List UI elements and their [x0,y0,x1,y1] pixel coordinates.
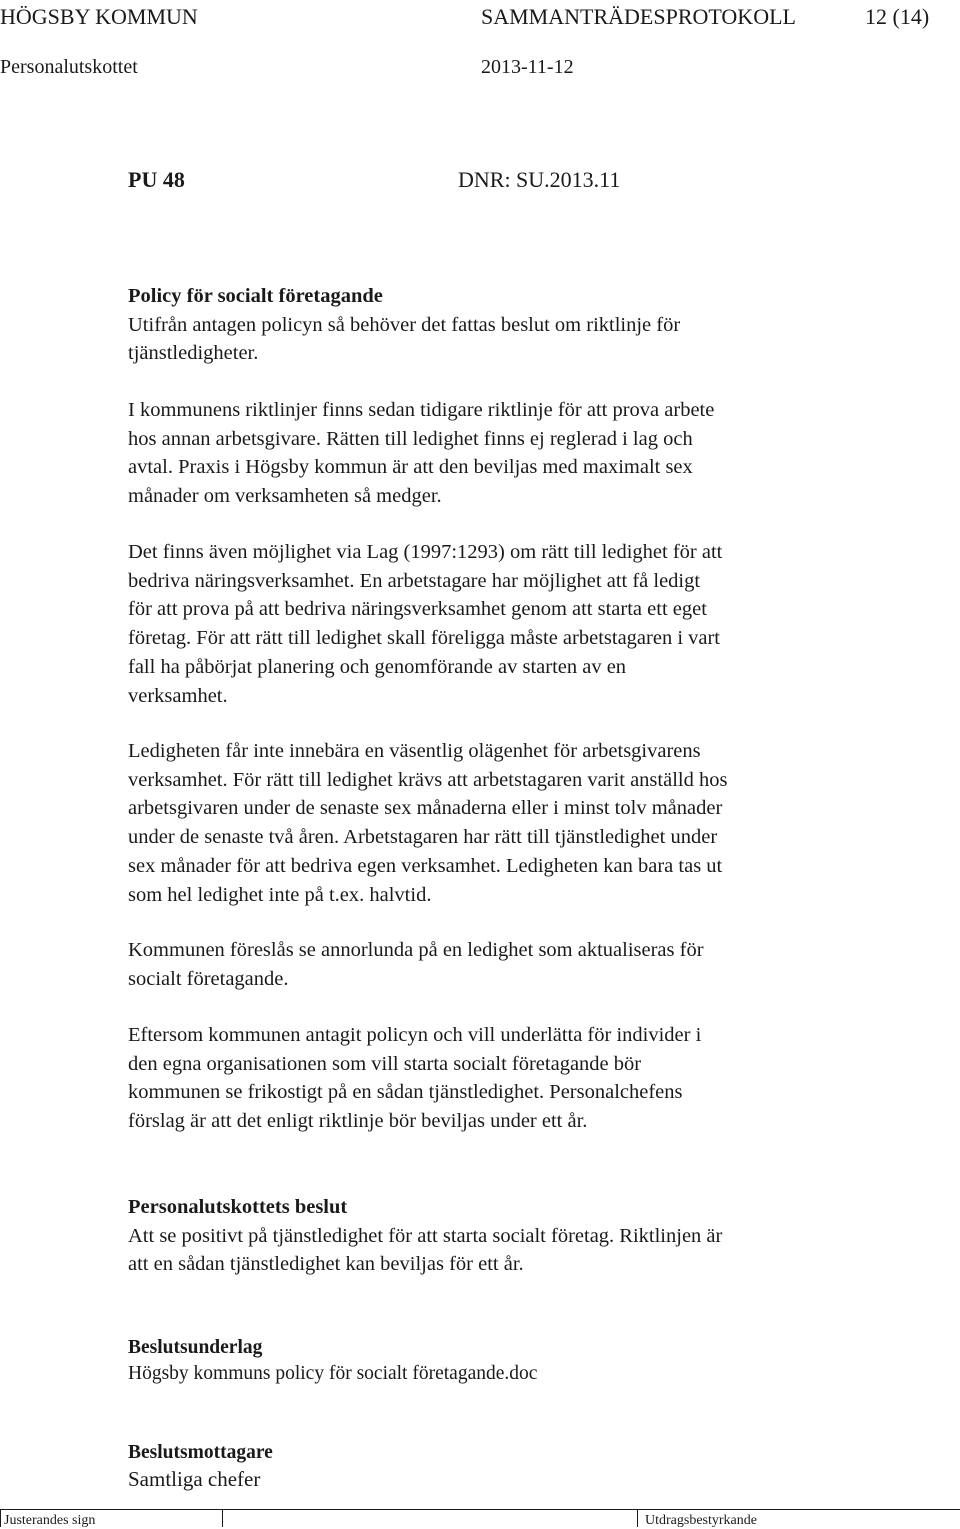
paragraph-line: Ledigheten får inte innebära en väsentlig olägenhet för arbetsgivarens [128,740,701,762]
paragraph-line: Att se positivt på tjänstledighet för att starta socialt företag. Riktlinjen är [128,1224,723,1247]
footer-divider [637,1509,638,1527]
recipients-title: Beslutsmottagare [128,1442,273,1463]
page-number: 12 (14) [865,4,930,29]
paragraph-line: under de senaste två åren. Arbetstagaren har rätt till tjänstledighet under [128,826,718,849]
paragraph-leave-conditions [128,737,928,909]
paragraph-existing-guidelines [128,396,928,511]
paragraph-hr-recommendation [128,1021,928,1136]
paragraph-line: fall ha påbörjat planering och genomförande av starten av en [128,655,627,678]
paragraph-line: Eftersom kommunen antagit policyn och vill underlätta för individer i [128,1024,702,1046]
paragraph-line: månader om verksamheten så medger. [128,485,442,508]
paragraph-line: kommunen se frikostigt på en sådan tjänstledighet. Personalchefens [128,1081,683,1104]
policy-title: Policy för socialt företagande [128,285,383,307]
paragraph-line: bedriva näringsverksamhet. En arbetstagare har möjlighet att få ledigt [128,569,701,592]
paragraph-line: tjänstledigheter. [128,342,259,365]
decision-basis-section [128,1335,928,1387]
paragraph-line: verksamhet. För rätt till ledighet krävs att arbetstagaren varit anställd hos [128,768,728,791]
paragraph-law-option [128,538,928,710]
paragraph-line: Kommunen föreslås se annorlunda på en ledighet som aktualiseras för [128,939,704,961]
decision-title: Personalutskottets beslut [128,1196,348,1218]
paragraph-line: förslag är att det enligt riktlinje bör beviljas under ett år. [128,1110,588,1133]
paragraph-line: som hel ledighet inte på t.ex. halvtid. [128,883,432,906]
signature-label: Justerandes sign [4,1513,96,1528]
policy-section [128,282,928,368]
document-type: SAMMANTRÄDESPROTOKOLL [481,4,796,29]
recipients-section [128,1440,928,1492]
decision-basis-title: Beslutsunderlag [128,1337,263,1358]
paragraph-line: I kommunens riktlinjer finns sedan tidigare riktlinje för att prova arbete [128,399,715,421]
paragraph-line: att en sådan tjänstledighet kan beviljas för ett år. [128,1253,524,1276]
paragraph-line: Utifrån antagen policyn så behöver det fattas beslut om riktlinje för [128,313,681,336]
paragraph-proposal [128,936,928,993]
paragraph-line: avtal. Praxis i Högsby kommun är att den beviljas med maximalt sex [128,456,693,479]
paragraph-line: socialt företagande. [128,967,289,990]
decision-section [128,1193,928,1279]
paragraph-line: arbetsgivaren under de senaste sex månaderna eller i minst tolv månader [128,797,723,820]
municipality-name: HÖGSBY KOMMUN [0,4,198,29]
paragraph-line: för att prova på att bedriva näringsverksamhet genom att starta ett eget [128,598,707,621]
paragraph-line: Högsby kommuns policy för socialt företagande.doc [128,1363,538,1384]
paragraph-line: Samtliga chefer [128,1467,261,1491]
paragraph-line: sex månader för att bedriva egen verksamhet. Ledigheten kan bara tas ut [128,854,723,877]
footer-divider [0,1509,1,1527]
footer-rule [0,1509,960,1510]
case-dnr: DNR: SU.2013.11 [458,167,621,192]
extract-certification-label: Utdragsbestyrkande [645,1513,757,1528]
meeting-date: 2013-11-12 [481,56,574,78]
footer-divider [222,1509,223,1527]
committee-name: Personalutskottet [0,56,138,78]
case-number: PU 48 [128,167,185,192]
paragraph-line: verksamhet. [128,684,228,707]
paragraph-line: den egna organisationen som vill starta socialt företagande bör [128,1052,642,1075]
paragraph-line: företag. För att rätt till ledighet skall föreligga måste arbetstagaren i vart [128,627,721,650]
paragraph-line: hos annan arbetsgivare. Rätten till ledighet finns ej reglerad i lag och [128,427,693,450]
paragraph-line: Det finns även möjlighet via Lag (1997:1293) om rätt till ledighet för att [128,541,723,563]
